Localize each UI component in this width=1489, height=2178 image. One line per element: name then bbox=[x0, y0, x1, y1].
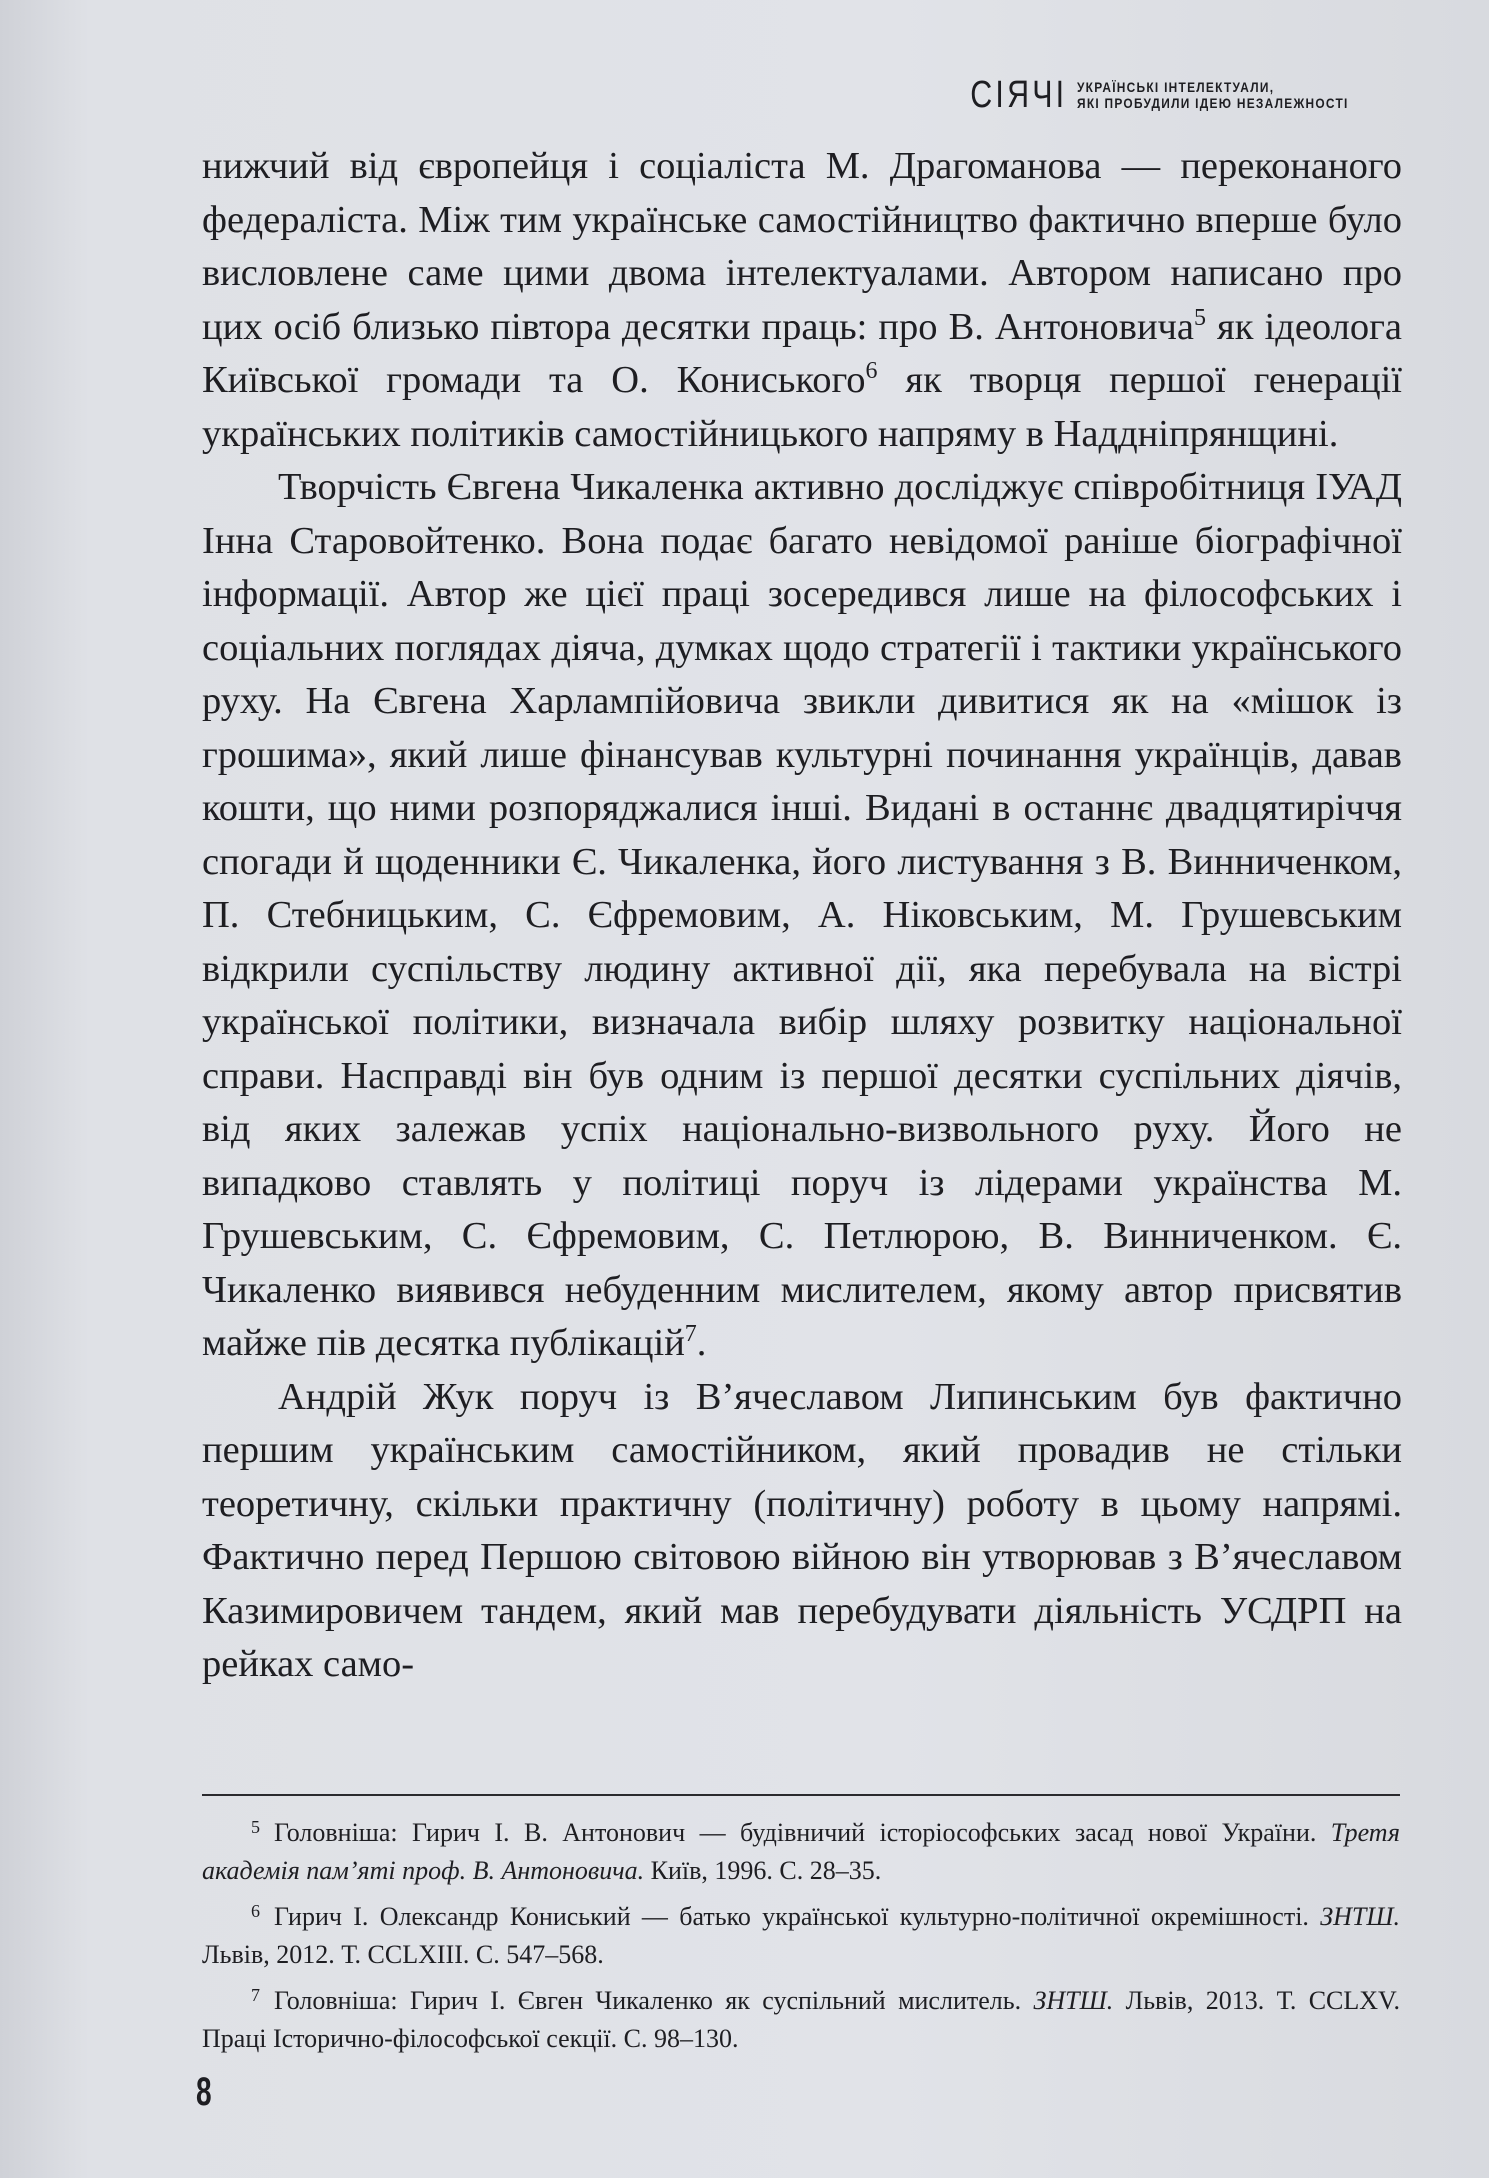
footnote-text-end: Львів, 2012. Т. CCLXIII. С. 547–568. bbox=[202, 1940, 604, 1969]
page-number: 8 bbox=[196, 2070, 212, 2114]
footnote-italic-source: Третя академія пам’яті проф. В. Антоновича. bbox=[202, 1818, 1400, 1885]
running-header bbox=[946, 76, 1397, 114]
paragraph-2-text-a: Творчість Євгена Чикаленка активно досліджує співробітниця ІУАД Інна Старовойтенко. Вона подає багато невідомої раніше біографічної інформації. Автор же цієї праці зосередився лише на філософських і соціальних поглядах діяча, думках щодо стратегії і тактики українського руху. На Євгена Харлампійовича звикли дивитися як на «мішок із грошима», який лише фінансував культурні починання українців, давав кошти, що ними розпоряджалися інші. Видані в останнє двадцятиріччя спогади й щоденники Є. Чикаленка, його листування з В. Винниченком, П. Стебницьким, С. Єфремовим, А. Ніковським, М. Грушевським відкрили суспільству людину активної дії, яка перебувала на вістрі української політики, визначала вибір шляху розвитку національної справи. Насправді він був одним із першої десятки суспільних діячів, від яких залежав успіх національно-визвольного руху. Його не випадково ставлять у політиці поруч із лідерами українства М. Грушевським, С. Єфремовим, С. Петлюрою, В. Винниченком. Є. Чикаленко виявився небуденним мислителем, якому автор присвятив майже пів десятка публікацій bbox=[202, 466, 1402, 1364]
paragraph-2-text-b: . bbox=[696, 1322, 707, 1364]
footnote-ref-7: 7 bbox=[684, 1321, 697, 1348]
footnote-text-end: Львів, 2013. Т. CCLXV. Праці Історично-філософської секції. С. 98–130. bbox=[202, 1986, 1400, 2053]
footnote-text-end: Київ, 1996. С. 28–35. bbox=[644, 1856, 882, 1885]
footnote-divider bbox=[202, 1794, 1400, 1796]
footnote-5 bbox=[202, 1808, 1400, 1890]
paragraph-1-text-a: нижчий від європейця і соціаліста М. Драгоманова — переконаного федераліста. Між тим українське самостійництво фактично вперше було висловлене саме цими двома інтелектуалами. Автором написано про цих осіб близько півтора десятки праць: про В. Антоновича bbox=[202, 145, 1402, 348]
footnote-italic-source: ЗНТШ. bbox=[1033, 1986, 1114, 2015]
footnote-number: 6 bbox=[251, 1901, 260, 1921]
footnote-ref-5: 5 bbox=[1194, 304, 1206, 331]
footnotes bbox=[202, 1808, 1400, 2060]
footnote-ref-6: 6 bbox=[865, 358, 878, 385]
footnote-text: Головніша: Гирич І. В. Антонович — будівничий історіософських засад нової України. bbox=[274, 1818, 1331, 1847]
series-tagline bbox=[1077, 79, 1349, 111]
paragraph-3: Андрій Жук поруч із В’ячеславом Липинським був фактично першим українським самостійником, який провадив не стільки теоретичну, скільки практичну (політичну) роботу в цьому напрямі. Фактично перед Першою світовою війною він утворював з В’ячеславом Казимировичем тандем, який мав перебудувати діяльність УСДРП на рейках само- bbox=[202, 1375, 1402, 1685]
series-brand: СІЯЧІ bbox=[970, 74, 1068, 116]
footnote-text: Гирич І. Олександр Кониський — батько української культурно-політичної окремішності. bbox=[274, 1902, 1321, 1931]
paragraph-1 bbox=[202, 140, 1402, 461]
tagline-line-1: УКРАЇНСЬКІ ІНТЕЛЕКТУАЛИ, bbox=[1077, 79, 1275, 95]
paragraph-2 bbox=[202, 461, 1402, 1371]
footnote-7 bbox=[202, 1976, 1400, 2058]
footnote-number: 5 bbox=[251, 1817, 260, 1837]
footnote-number: 7 bbox=[251, 1985, 260, 2005]
footnote-italic-source: ЗНТШ. bbox=[1320, 1902, 1400, 1931]
paragraph-1-text-c: як творця першої генерації українських політиків самостійницького напряму в Наддніпрянщині. bbox=[202, 359, 1402, 455]
footnote-text: Головніша: Гирич І. Євген Чикаленко як суспільний мислитель. bbox=[274, 1986, 1034, 2015]
paragraph-1-text-b: як ідеолога Київської громади та О. Кониського bbox=[202, 305, 1402, 401]
main-text bbox=[202, 140, 1402, 1692]
tagline-line-2: ЯКІ ПРОБУДИЛИ ІДЕЮ НЕЗАЛЕЖНОСТІ bbox=[1077, 95, 1350, 111]
footnote-6 bbox=[202, 1892, 1400, 1974]
